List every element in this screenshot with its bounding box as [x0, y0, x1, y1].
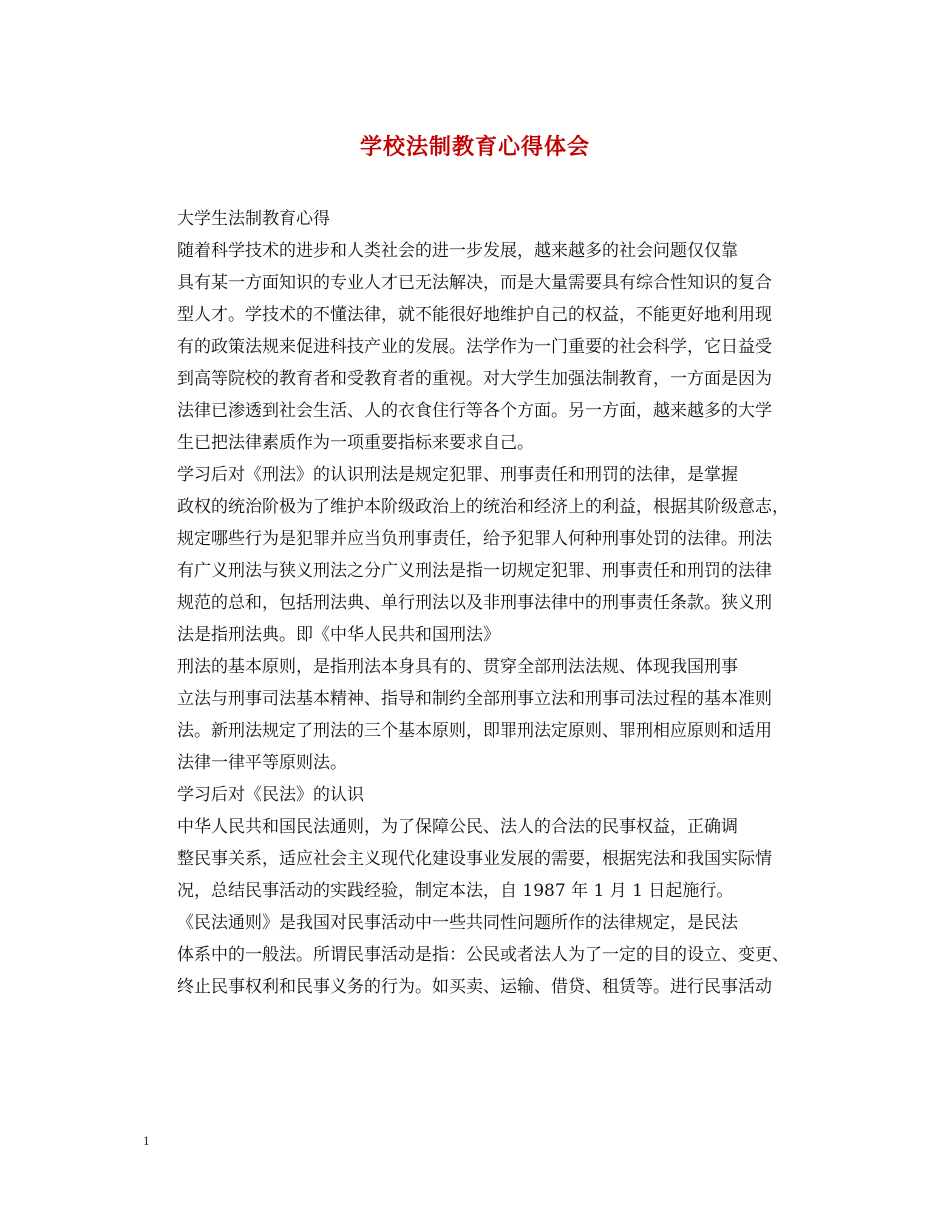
- document-body: [143, 203, 813, 1003]
- paragraph: [143, 651, 813, 779]
- paragraph-line: 立法与刑事司法基本精神、指导和制约全部刑事立法和刑事司法过程的基本准则: [177, 689, 772, 709]
- paragraph-line: 刑法的基本原则，是指刑法本身具有的、贯穿全部刑法法规、体现我国刑事: [177, 657, 738, 677]
- paragraph-line: 学习后对《刑法》的认识刑法是规定犯罪、刑事责任和刑罚的法律，是掌握: [177, 465, 738, 485]
- paragraph-line: 法律已渗透到社会生活、人的衣食住行等各个方面。另一方面，越来越多的大学: [177, 401, 772, 421]
- paragraph: [143, 235, 813, 459]
- paragraph: [143, 811, 813, 907]
- document-title: 学校法制教育心得体会: [359, 134, 590, 160]
- paragraph-line: 有的政策法规来促进科技产业的发展。法学作为一门重要的社会科学，它日益受: [177, 337, 772, 357]
- paragraph-line: 规范的总和，包括刑法典、单行刑法以及非刑事法律中的刑事责任条款。狭义刑: [177, 593, 772, 613]
- paragraph-line: 法律一律平等原则法。: [177, 753, 347, 773]
- paragraph-line: 生已把法律素质作为一项重要指标来要求自己。: [177, 433, 534, 453]
- paragraph-line: 政权的统治阶极为了维护本阶级政治上的统治和经济上的利益，根据其阶级意志，: [177, 497, 789, 517]
- paragraph-line: 型人才。学技术的不懂法律，就不能很好地维护自己的权益，不能更好地利用现: [177, 305, 772, 325]
- paragraph-line: 整民事关系，适应社会主义现代化建设事业发展的需要，根据宪法和我国实际情: [177, 849, 772, 869]
- paragraph-line: 《民法通则》是我国对民事活动中一些共同性问题所作的法律规定，是民法: [177, 913, 738, 933]
- paragraph-line: 具有某一方面知识的专业人才已无法解决，而是大量需要具有综合性知识的复合: [177, 273, 772, 293]
- paragraph-line: 大学生法制教育心得: [177, 209, 330, 229]
- paragraph-line: 到高等院校的教育者和受教育者的重视。对大学生加强法制教育，一方面是因为: [177, 369, 772, 389]
- paragraph-line: 规定哪些行为是犯罪并应当负刑事责任，给予犯罪人何种刑事处罚的法律。刑法: [177, 529, 772, 549]
- paragraph-line: 况，总结民事活动的实践经验，制定本法，自 1987 年 1 月 1 日起施行。: [177, 881, 734, 901]
- paragraph-line: 法。新刑法规定了刑法的三个基本原则，即罪刑法定原则、罪刑相应原则和适用: [177, 721, 772, 741]
- paragraph-line: 随着科学技术的进步和人类社会的进一步发展，越来越多的社会问题仅仅靠: [177, 241, 738, 261]
- paragraph-line: 有广义刑法与狭义刑法之分广义刑法是指一切规定犯罪、刑事责任和刑罚的法律: [177, 561, 772, 581]
- paragraph: [143, 779, 813, 811]
- paragraph-line: 法是指刑法典。即《中华人民共和国刑法》: [177, 625, 500, 645]
- paragraph: [143, 203, 813, 235]
- paragraph-line: 中华人民共和国民法通则，为了保障公民、法人的合法的民事权益，正确调: [177, 817, 738, 837]
- paragraph-line: 体系中的一般法。所谓民事活动是指：公民或者法人为了一定的目的设立、变更、: [177, 945, 789, 965]
- page-number: 1: [143, 1133, 150, 1148]
- paragraph: [143, 459, 813, 651]
- paragraph-line: 学习后对《民法》的认识: [177, 785, 364, 805]
- paragraph-line: 终止民事权利和民事义务的行为。如买卖、运输、借贷、租赁等。进行民事活动: [177, 977, 772, 997]
- paragraph: [143, 907, 813, 1003]
